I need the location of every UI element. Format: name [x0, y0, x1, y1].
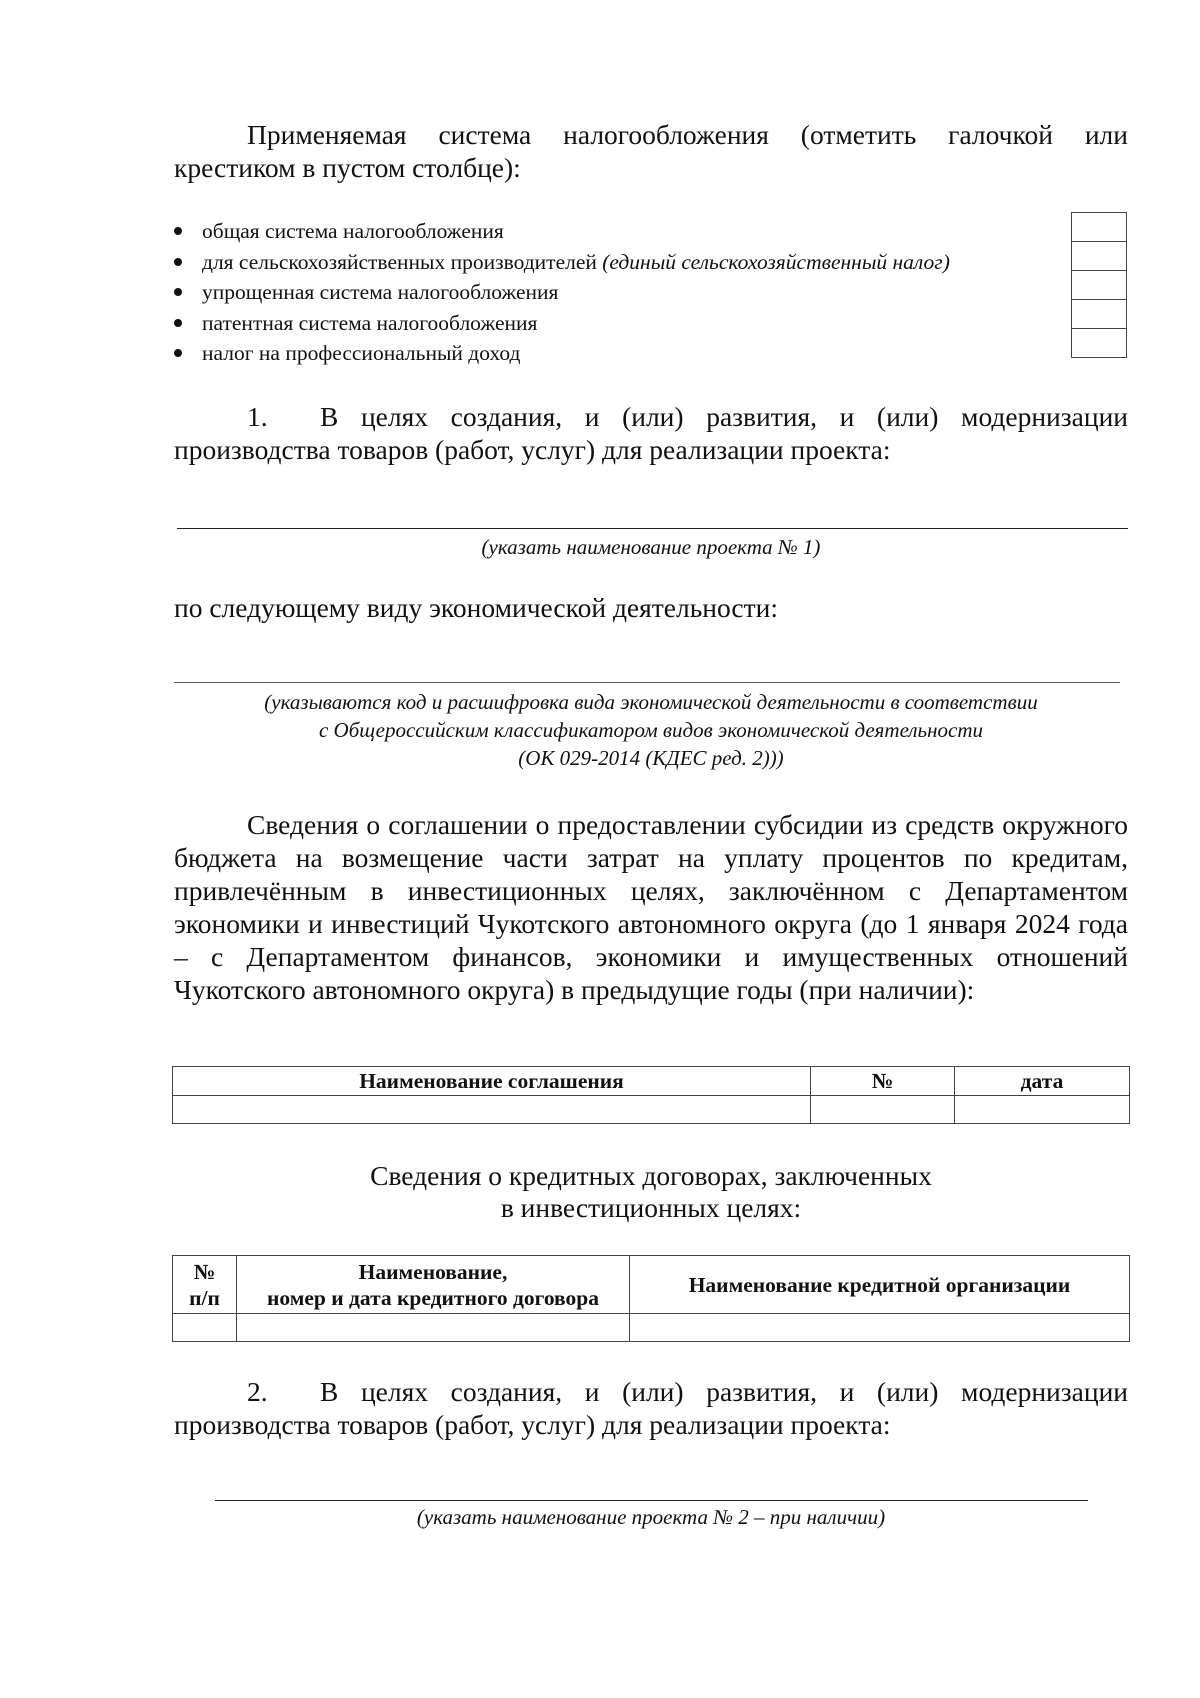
header-agreement-number: №	[811, 1067, 955, 1096]
project2-text: 2. В целях создания, и (или) развития, и (или) модернизации производства товаров (работ, услуг) для реализации проекта:	[174, 1376, 1128, 1440]
tax-checkbox-general[interactable]	[1071, 212, 1127, 242]
project1-number: 1.	[247, 401, 268, 432]
project2-name-hint: (указать наименование проекта № 2 – при наличии)	[416, 1505, 886, 1529]
tax-system-intro: Применяемая система налогообложения (отметить галочкой или крестиком в пустом столбце):	[174, 119, 1128, 183]
credit-title-line: Сведения о кредитных договорах, заключенных	[370, 1160, 932, 1191]
agreement-table	[172, 1066, 1130, 1124]
project1-name-hint: (указать наименование проекта № 1)	[481, 535, 821, 559]
credit-table	[172, 1255, 1130, 1342]
tax-checkbox-professional-income[interactable]	[1071, 328, 1127, 358]
credit-title	[174, 1160, 1128, 1224]
credit-organization-cell[interactable]	[630, 1314, 1130, 1342]
header-agreement-name: Наименование соглашения	[173, 1067, 811, 1096]
activity-hint-line: с Общероссийским классификатором видов экономической деятельности	[318, 718, 984, 742]
tax-option-label: патентная система налогообложения	[202, 310, 538, 335]
project2-name-field[interactable]	[215, 1500, 1088, 1501]
tax-system-intro-block	[174, 118, 1128, 184]
agreement-number-cell[interactable]	[811, 1096, 955, 1124]
activity-hint	[174, 688, 1128, 772]
tax-checkbox-patent[interactable]	[1071, 299, 1127, 329]
header-agreement-date: дата	[955, 1067, 1130, 1096]
bullet-icon	[174, 227, 182, 235]
header-credit-organization: Наименование кредитной организации	[630, 1256, 1130, 1314]
tax-checkbox-simplified[interactable]	[1071, 270, 1127, 300]
header-contract: Наименование, номер и дата кредитного договора	[237, 1256, 630, 1314]
bullet-icon	[174, 349, 182, 357]
tax-option-label: налог на профессиональный доход	[202, 341, 521, 365]
tax-option-label: упрощенная система налогообложения	[202, 280, 559, 304]
bullet-icon	[174, 288, 182, 296]
header-row-number: № п/п	[173, 1256, 237, 1314]
activity-field[interactable]	[174, 682, 1120, 683]
bullet-icon	[174, 319, 182, 327]
tax-option-label: для сельскохозяйственных производителей (единый сельскохозяйственный налог)	[202, 249, 950, 274]
tax-option-general	[174, 218, 1128, 249]
tax-option-professional-income	[174, 340, 1128, 371]
agreement-text: Сведения о соглашении о предоставлении субсидии из средств окружного бюджета на возмещение части затрат на уплату процентов по кредитам, привлечённым в инвестиционных целях, заключённом с Департаментом экономики и инвестиций Чукотского автономного округа (до 1 января 2024 года – с Департаментом финансов, экономики и имущественных отношений Чукотского автономного округа) в предыдущие годы (при наличии):	[174, 809, 1128, 1005]
row-number-cell[interactable]	[173, 1314, 237, 1342]
tax-option-agricultural	[174, 249, 1128, 280]
project1-block	[174, 400, 1128, 466]
credit-title-line: в инвестиционных целях:	[500, 1192, 802, 1223]
activity-block	[174, 591, 1128, 624]
tax-option-patent	[174, 310, 1128, 341]
project1-text: 1. В целях создания, и (или) развития, и (или) модернизации производства товаров (работ, услуг) для реализации проекта:	[174, 401, 1128, 465]
tax-checkbox-agricultural[interactable]	[1071, 241, 1127, 271]
table-header-row	[173, 1256, 1130, 1314]
activity-hint-line: (указываются код и расшифровка вида экономической деятельности в соответствии	[264, 690, 1038, 714]
agreement-block	[174, 808, 1128, 1006]
project2-block	[174, 1375, 1128, 1441]
tax-option-label: общая система налогообложения	[202, 219, 504, 243]
contract-cell[interactable]	[237, 1314, 630, 1342]
tax-option-simplified	[174, 279, 1128, 310]
table-row	[173, 1096, 1130, 1124]
table-row	[173, 1314, 1130, 1342]
agreement-date-cell[interactable]	[955, 1096, 1130, 1124]
activity-text: по следующему виду экономической деятельности:	[174, 592, 779, 623]
project1-name-field[interactable]	[177, 528, 1128, 529]
tax-options-list	[174, 218, 1128, 371]
bullet-icon	[174, 258, 182, 266]
tax-option-note: (единый сельскохозяйственный налог)	[602, 249, 950, 274]
agreement-name-cell[interactable]	[173, 1096, 811, 1124]
table-header-row	[173, 1067, 1130, 1096]
project2-number: 2.	[247, 1376, 268, 1407]
activity-hint-line: (ОК 029-2014 (КДЕС ред. 2)))	[518, 746, 784, 770]
